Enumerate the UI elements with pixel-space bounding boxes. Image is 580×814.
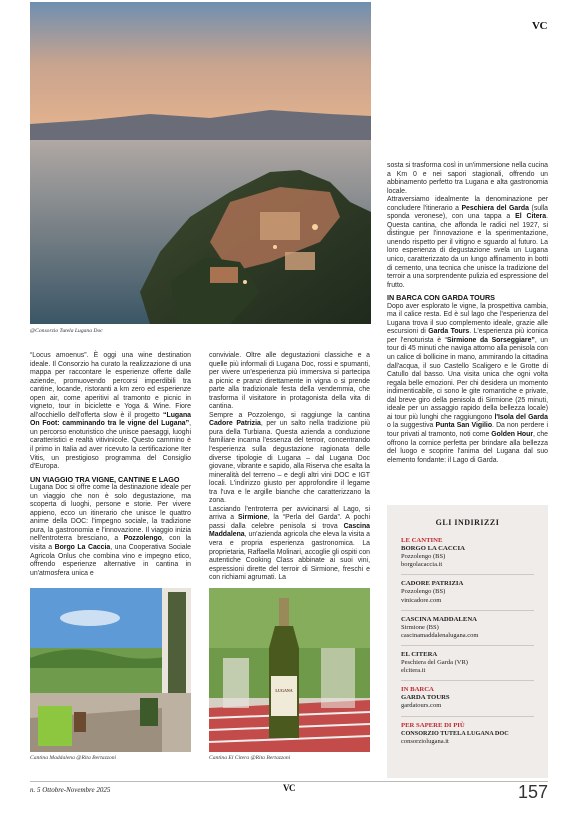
col1-paragraph-2: Lugana Doc si offre come la destinazione ideale per un viaggio che non è solo degustazione, ma scoperta di luoghi, persone e storie. Per vivere appieno, ecco un itinerario che unisce le quattro anime della DOC: l'impegno sociale, la tradizione pura, la gastronomia e l'innovazione. Il viaggio inizia nell'entroterra bresciano, a Pozzolengo, con la visita a Borgo La Caccia, una Cooperativa Sociale Agricola Onlus che combina vino e impegno etico, offrendo esperienze alternative in cantina in un'atmosfera unica e bbox=[30, 484, 191, 577]
col3-paragraph-1: sosta si trasforma così in un'immersione nella cucina a Km 0 e nei sapori stagionali, offrendo un abbinamento perfetto tra Lugana e alta gastronomia locale. bbox=[387, 162, 549, 195]
col2-paragraph-1: conviviale. Oltre alle degustazioni classiche e a quelle più informali di Lugana Doc, rossi e spumanti, per vivere un'esperienza più immersiva si partecipa a picnic e pranzi direttamente in vigna o si prende parte alla tradizionale festa della vendemmia, che trasforma il visitatore in protagonista della vita di cantina. bbox=[209, 352, 370, 411]
issue-info: n. 5 Ottobre-Novembre 2025 bbox=[30, 786, 111, 794]
divider bbox=[401, 716, 534, 717]
col1-paragraph-1: “Locus amoenus”. È oggi una wine destination ideale. Il Consorzio ha curato la realizzazione di una mappa per raccontare le esperienze offerte dalle aziende, promuovendo percorsi imperdibili tra cantine, locande, ristoranti a km zero ed esperienze open air, come aperitivi al tramonto e picnic in vigneto, tour in biciclette e Yoga & Wine. Fiore all'occhiello dell'offerta slow è il progetto “Lugana On Foot: camminando tra le vigne del Lugana”, un percorso enoturistico che unisce paesaggi, luoghi caratteristici e realtà vitivinicole. Questo cammino è il primo in Italia ad aver ricevuto la certificazione Iter Vitis, un prestigioso programma del Consiglio d'Europa. bbox=[30, 352, 191, 471]
left-photo-caption: Cantina Maddalena @Rita Bertazzoni bbox=[30, 755, 117, 761]
address-entry: IN BARCA GARDA TOURS gardatours.com bbox=[401, 686, 450, 710]
cascina-maddalena-photo bbox=[30, 588, 191, 752]
addresses-title: GLI INDIRIZZI bbox=[435, 518, 500, 527]
divider bbox=[401, 574, 534, 575]
footer-rule bbox=[30, 781, 548, 782]
page-number: 157 bbox=[518, 782, 549, 802]
address-entry: EL CITERA Peschiera del Garda (VR) elcitera.it bbox=[401, 650, 468, 675]
bottle-label: LUGANA bbox=[275, 688, 293, 693]
address-entry: LE CANTINE BORGO LA CACCIA Pozzolengo (BS) borgolacaccia.it bbox=[401, 537, 465, 569]
col2-paragraph-2: Sempre a Pozzolengo, si raggiunge la cantina Cadore Patrizia, per un salto nella tradizione più pura della Turbiana. Questa azienda a conduzione familiare incarna l'essenza del terroir, concentrando l'esperienza sulla degustazione ragionata delle diverse tipologie di Lugana – dal Lugana Doc giovane, vibrante e sapido, alla Riserva che esalta la mineralità del terreno – e degli altri vini DOC e IGT locali. L'indirizzo giusto per approfondire il legame tra l'uva e le argille bianche che caratterizzano la zona. bbox=[209, 411, 370, 505]
aerial-lake-image bbox=[30, 2, 371, 324]
addresses-box bbox=[387, 505, 548, 778]
footer-logo: VC bbox=[283, 783, 295, 793]
col3-subheading: IN BARCA CON GARDA TOURS bbox=[387, 293, 495, 303]
el-citera-photo bbox=[209, 588, 370, 752]
article-column-3 bbox=[387, 162, 548, 465]
article-column-1 bbox=[30, 352, 191, 578]
main-photo-caption: @Consorzio Tutela Lugana Doc bbox=[30, 328, 103, 334]
addresses-list bbox=[387, 527, 548, 746]
col3-paragraph-3: Dopo aver esplorato le vigne, la prospettiva cambia, ma il calice resta. Ed è sul lago che l'esperienza del Lugana trova il suo complemento ideale, grazie alle escursioni di Garda Tours. L'esperienza più iconica per l'enoturista è “Sirmione da Sorseggiare”, un tour di 45 minuti che naviga attorno alla penisola con un calice di bollicine in mano, ammirando la cittadina dall'acqua, il suo Castello Scaligero e le Grotte di Catullo dal basso. Una visita unica che ogni volta regala belle emozioni. Per chi desidera un momento indimenticabile, ci sono le gite romantiche e private, dal breve giro della penisola di Sirmione (25 minuti, ideale per un assaggio rapido della bellezza locale) ai tour più lunghi che raggiungono l'Isola del Garda o la suggestiva Punta San Vigilio. Da non perdere i tour privati al tramonto, noti come Golden Hour, che offrono la cornice perfetta per brindare alla bellezza del luogo e scoprire l'anima del Lugana dal suo elemento fondante: il Lago di Garda. bbox=[387, 302, 548, 464]
divider bbox=[401, 610, 534, 611]
address-entry: CASCINA MADDALENA Sirmione (BS) cascinamaddalenalugana.com bbox=[401, 615, 479, 639]
col1-subheading: UN VIAGGIO TRA VIGNE, CANTINE E LAGO bbox=[30, 474, 180, 484]
main-aerial-photo bbox=[30, 2, 371, 324]
divider bbox=[401, 680, 534, 681]
address-entry: CADORE PATRIZIA Pozzolengo (BS) vinicadore.com bbox=[401, 580, 464, 604]
terrace-vineyard-image bbox=[30, 588, 191, 752]
magazine-logo: VC bbox=[532, 20, 547, 32]
address-entry: PER SAPERE DI PIÙ CONSORZIO TUTELA LUGANA DOC consorziolugana.it bbox=[401, 721, 509, 745]
col3-paragraph-2: Attraversiamo idealmente la denominazione per concludere l'itinerario a Peschiera del Garda (sulla sponda veronese), con una tappa a El Citera. Questa cantina, che affonda le radici nel 1927, si distingue per l'innovazione e la sperimentazione, unendo rispetto per il vitigno e sguardo al futuro. La loro esperienza di degustazione svela un Lugana unico, caratterizzato da un lungo affinamento in botti di cemento, una tecnica che unisce la tradizione del terroir a una sorprendente pulizia ed espressione del frutto. bbox=[387, 196, 548, 289]
article-column-2 bbox=[209, 352, 370, 583]
col2-paragraph-3: Lasciando l'entroterra per avvicinarsi al Lago, si arriva a Sirmione, la “Perla del Garda”. A pochi passi dalla celebre penisola si trova Cascina Maddalena, un'azienda agricola che eleva la visita a vera e propria esperienza gastronomica. La proprietaria, Raffaella Molinari, accoglie gli ospiti con autentiche Cooking Class abbinate ai suoi vini, espressioni dirette del terroir di Sirmione, freschi e con richiami agrumati. La bbox=[209, 505, 370, 582]
divider bbox=[401, 645, 534, 646]
right-photo-caption: Cantina El Citera @Rita Bertazzoni bbox=[209, 755, 291, 761]
wine-bottle-image bbox=[209, 588, 370, 752]
